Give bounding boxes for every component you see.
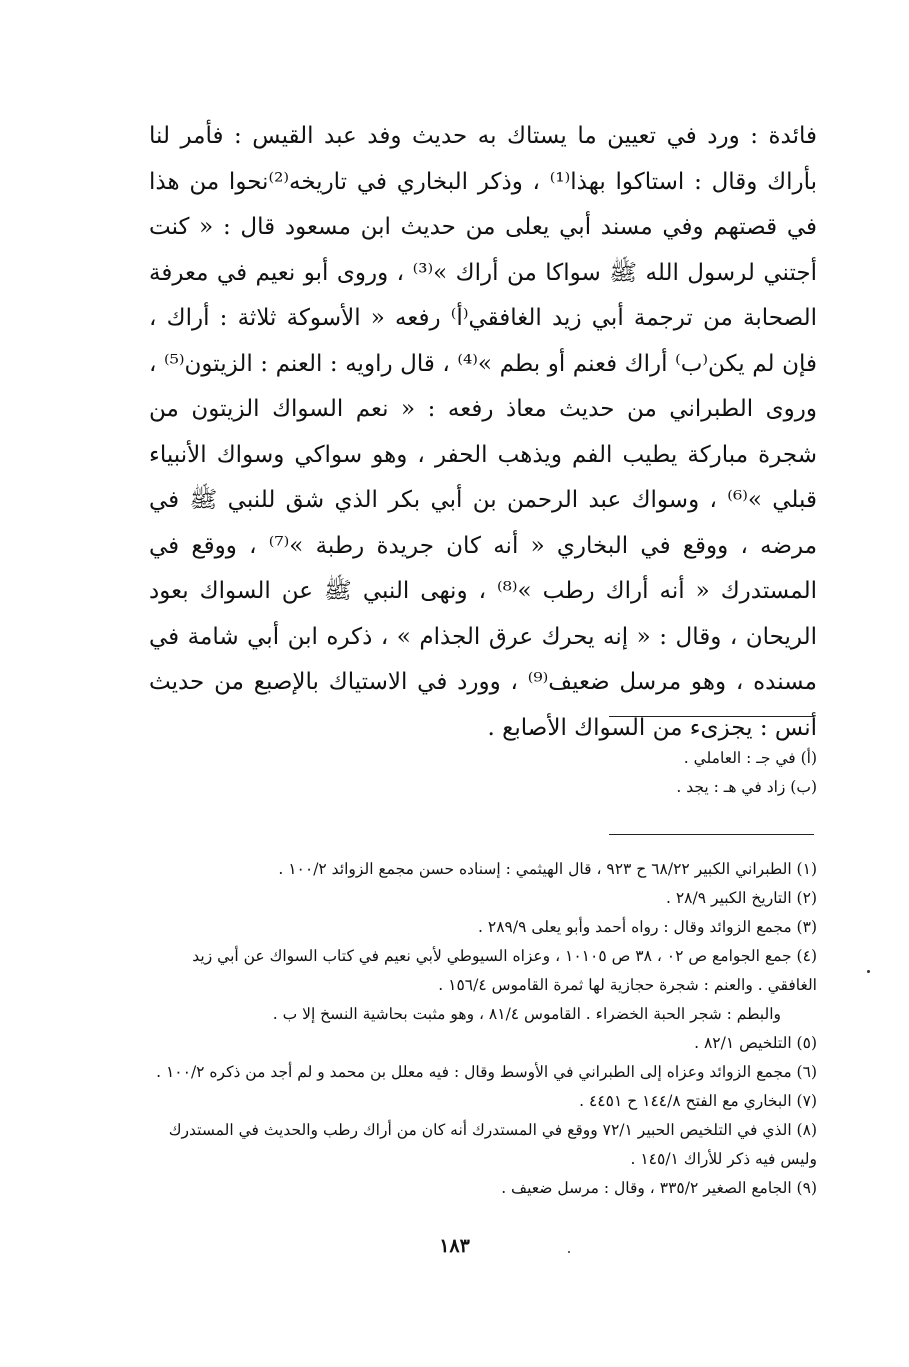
footnote-continuation: والبطم : شجر الحبة الخضراء . القاموس ٨١/٤ ، وهو مثبت بحاشية النسخ إلا ب . [272, 1005, 781, 1023]
footnote: (٧) البخاري مع الفتح ١٤٤/٨ ح ٤٤٥١ . [579, 1092, 817, 1110]
main-paragraph: فائدة : ورد في تعيين ما يستاك به حديث وفد عبد القيس : فأمر لنا بأراك وقال : استاكوا بهذا⁽¹⁾ ، وذكر البخاري في تاريخه⁽²⁾نحوا من هذا في قصتهم وفي مسند أبي يعلى من حديث ابن مسعود قال : « كنت أجتني لرسول الله ﷺ سواكا من أراك »⁽³⁾ ، وروى أبو نعيم في معرفة الصحابة من ترجمة أبي زيد الغافقي⁽أ⁾ رفعه « الأسوكة ثلاثة : أراك ، فإن لم يكن⁽ب⁾ أراك فعنم أو بطم »⁽⁴⁾ ، قال راويه : العنم : الزيتون⁽⁵⁾ ، وروى الطبراني من حديث معاذ رفعه : « نعم السواك الزيتون من شجرة مباركة يطيب الفم ويذهب الحفر ، وهو سواكي وسواك الأنبياء قبلي »⁽⁶⁾ ، وسواك عبد الرحمن بن أبي بكر الذي شق للنبي ﷺ في مرضه ، ووقع في البخاري « أنه كان جريدة رطبة »⁽⁷⁾ ، ووقع في المستدرك « أنه أراك رطب »⁽⁸⁾ ، ونهى النبي ﷺ عن السواك بعود الريحان ، وقال : « إنه يحرك عرق الجذام » ، ذكره ابن أبي شامة في مسنده ، وهو مرسل ضعيف⁽⁹⁾ ، وورد في الاستياك بالإصبع من حديث أنس : يجزىء من السواك الأصابع . [149, 123, 818, 741]
divider-rule [609, 834, 814, 835]
footnote: (٢) التاريخ الكبير ٢٨/٩ . [665, 889, 817, 907]
variant-notes [149, 744, 817, 802]
footnote: (٣) مجمع الزوائد وقال : رواه أحمد وأبو يعلى ٢٨٩/٩ . [478, 918, 817, 936]
footnote: (١) الطبراني الكبير ٦٨/٢٢ ح ٩٢٣ ، قال الهيثمي : إسناده حسن مجمع الزوائد ١٠٠/٢ . [278, 860, 817, 878]
divider-rule [609, 716, 814, 717]
scan-speck [568, 1251, 570, 1253]
variant-note: (ب) زاد في هـ : يجد . [676, 778, 817, 796]
footnote: (٩) الجامع الصغير ٣٣٥/٢ ، وقال : مرسل ضعيف . [501, 1179, 817, 1197]
page-number: ١٨٣ [439, 1235, 470, 1257]
main-text-body [149, 114, 817, 751]
scan-speck [867, 970, 870, 973]
footnotes [149, 855, 817, 1203]
variant-note: (أ) في جـ : العاملي . [683, 749, 817, 767]
footnote: (٨) الذي في التلخيص الحبير ٧٢/١ ووقع في المستدرك أنه كان من أراك رطب والحديث في المستدرك وليس فيه ذكر للأراك ١٤٥/١ . [168, 1121, 817, 1168]
footnote: (٦) مجمع الزوائد وعزاه إلى الطبراني في الأوسط وقال : فيه معلل بن محمد و لم أجد من ذكره ١٠٠/٢ . [156, 1063, 817, 1081]
footnote: (٤) جمع الجوامع ص ٠٢ ، ٣٨ ص ١٠١٠٥ ، وعزاه السيوطي لأبي نعيم في كتاب السواك عن أبي زيد الغافقي . والعنم : شجرة حجازية لها ثمرة القاموس ١٥٦/٤ . [192, 947, 817, 994]
footnote: (٥) التلخيص ٨٢/١ . [694, 1034, 817, 1052]
